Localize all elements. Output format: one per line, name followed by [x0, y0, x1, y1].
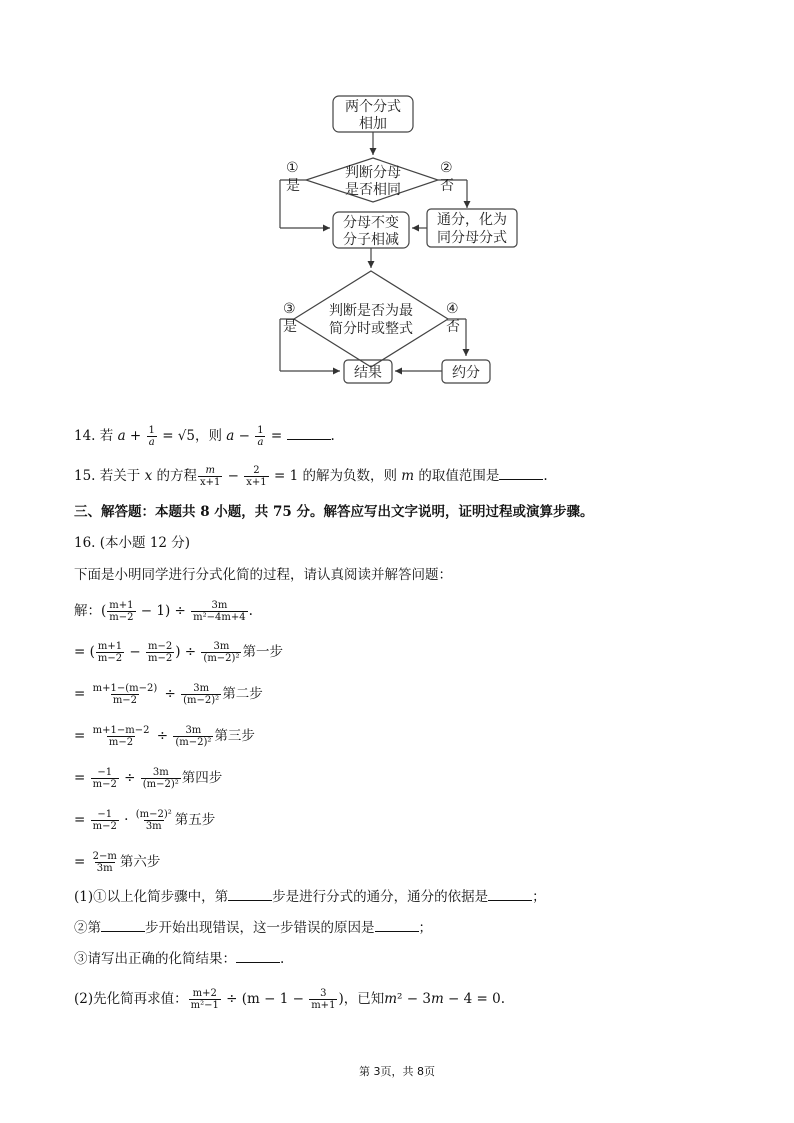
p2-blank-1[interactable] — [101, 919, 145, 932]
q14-end: . — [330, 428, 335, 444]
flow-decision2-line1: 判断是否为最 — [329, 303, 413, 319]
q15-mid1: 的方程 — [152, 468, 197, 484]
flow-same-line1: 分母不变 — [343, 215, 399, 231]
p2-blank-2[interactable] — [375, 919, 419, 932]
p1-text-c: ； — [532, 889, 546, 905]
p3-text-a: ③请写出正确的化简结果： — [74, 951, 236, 967]
solution-line-4: = $\frac{-1}{m-2}$ ÷ $\frac{3m}{\text{(m−2)²}}$ 第四步 — [74, 767, 223, 790]
flow-result-label: 结果 — [354, 365, 382, 381]
p4-text-c: . — [500, 991, 506, 1007]
step-6-label: 第六步 — [119, 854, 161, 870]
step-2-label: 第二步 — [222, 686, 263, 702]
step-1-label: 第一步 — [242, 644, 283, 660]
q15-period: . — [543, 468, 548, 484]
flow-right-num1: ② — [440, 160, 453, 176]
q15-blank[interactable] — [499, 467, 543, 480]
flow-start-line2: 相加 — [359, 116, 387, 132]
flow-left-yes1: 是 — [286, 178, 300, 194]
p2-text-a: ②第 — [74, 920, 101, 936]
flow-decision1-line1: 判断分母 — [345, 165, 401, 181]
p1-blank-2[interactable] — [488, 888, 532, 901]
question-15: 15. 若关于 x 的方程 $\frac{m}{x+1}$ − $\frac{2}{x+1}$ = 1 的解为负数，则 m 的取值范围是 . — [74, 465, 548, 488]
flowchart — [270, 90, 530, 390]
q15-number: 15. 若关于 — [74, 468, 145, 484]
p1-blank-1[interactable] — [228, 888, 272, 901]
flow-left-num2: ③ — [283, 301, 296, 317]
flow-decision1-line2: 是否相同 — [345, 182, 401, 198]
q16-intro: 下面是小明同学进行分式化简的过程，请认真阅读并解答问题： — [74, 567, 452, 583]
step-4-label: 第四步 — [181, 770, 223, 786]
q15-mid2: 的解为负数，则 — [298, 468, 402, 484]
p3-blank[interactable] — [236, 950, 280, 963]
flow-common-line1: 通分，化为 — [437, 212, 507, 228]
p1-text-b: 步是进行分式的通分，通分的依据是 — [272, 889, 489, 905]
solution-line-5: = $\frac{-1}{m-2}$ · $\frac{\text{(m−2)²}}{3m}$ 第五步 — [74, 809, 216, 832]
q16-title: 16. (本小题 12 分) — [74, 535, 191, 551]
q16-part1 — [74, 888, 546, 906]
q16-part3 — [74, 950, 284, 968]
p3-text-b: . — [280, 951, 285, 967]
q14-blank[interactable] — [287, 427, 331, 440]
flow-same-line2: 分子相减 — [343, 232, 399, 248]
p4-text-b: ，已知 — [343, 991, 385, 1007]
flow-reduce-label: 约分 — [452, 365, 480, 381]
flow-start-line1: 两个分式 — [345, 99, 401, 115]
flow-left-num1: ① — [286, 160, 299, 176]
flow-left-yes2: 是 — [283, 319, 297, 335]
solution-line-1: = ( $\frac{m+1}{m-2}$ − $\frac{m-2}{m-2}$ ) ÷ $\frac{3m}{\text{(m−2)²}}$ 第一步 — [74, 641, 283, 664]
q15-end: 的取值范围是 — [414, 468, 500, 484]
flow-right-no2: 否 — [446, 319, 460, 335]
p4-text-a: (2)先化简再求值： — [74, 991, 188, 1007]
solution-line-3: = $\frac{m+1-m-2}{m-2}$ ÷ $\frac{3m}{\text{(m−2)²}}$ 第三步 — [74, 725, 255, 748]
p2-text-b: 步开始出现错误，这一步错误的原因是 — [145, 920, 375, 936]
page-footer: 第 3页，共 8页 — [359, 1065, 435, 1078]
solution-line-2: = $\frac{m+1-(m-2)}{m-2}$ ÷ $\frac{3m}{\text{(m−2)²}}$ 第二步 — [74, 683, 263, 706]
solution-line-6: = $\frac{2-m}{3m}$ 第六步 — [74, 851, 161, 874]
flow-right-num2: ④ — [446, 301, 459, 317]
q14-number: 14. 若 — [74, 428, 118, 444]
q14-mid: ，则 — [195, 428, 227, 444]
step-3-label: 第三步 — [214, 728, 255, 744]
question-14: 14. 若 a + $\frac{1}{a}$ = √5，则 a − $\frac{1}{a}$ = . — [74, 425, 335, 448]
solve-label: 解： — [74, 603, 101, 619]
p2-text-c: ； — [418, 920, 432, 936]
flow-decision2 — [294, 271, 448, 367]
q16-part2 — [74, 919, 432, 937]
q16-part4: (2)先化简再求值： $\frac{m+2}{\text{m²−1}}$ ÷ (m − 1 − $\frac{3}{m+1}$ )，已知m² − 3m − 4 = 0. — [74, 988, 506, 1011]
flow-decision2-line2: 简分时或整式 — [329, 321, 413, 337]
flow-common-line2: 同分母分式 — [437, 230, 507, 246]
step-5-label: 第五步 — [174, 812, 216, 828]
flow-right-no1: 否 — [440, 178, 454, 194]
section-3-heading: 三、解答题：本题共 8 小题，共 75 分。解答应写出文字说明，证明过程或演算步骤。 — [74, 504, 594, 520]
p1-text-a: (1)①以上化简步骤中，第 — [74, 889, 229, 905]
solution-line-0: 解：( $\frac{m+1}{m-2}$ − 1) ÷ $\frac{3m}{\text{m²−4m+4}}$ . — [74, 600, 253, 623]
